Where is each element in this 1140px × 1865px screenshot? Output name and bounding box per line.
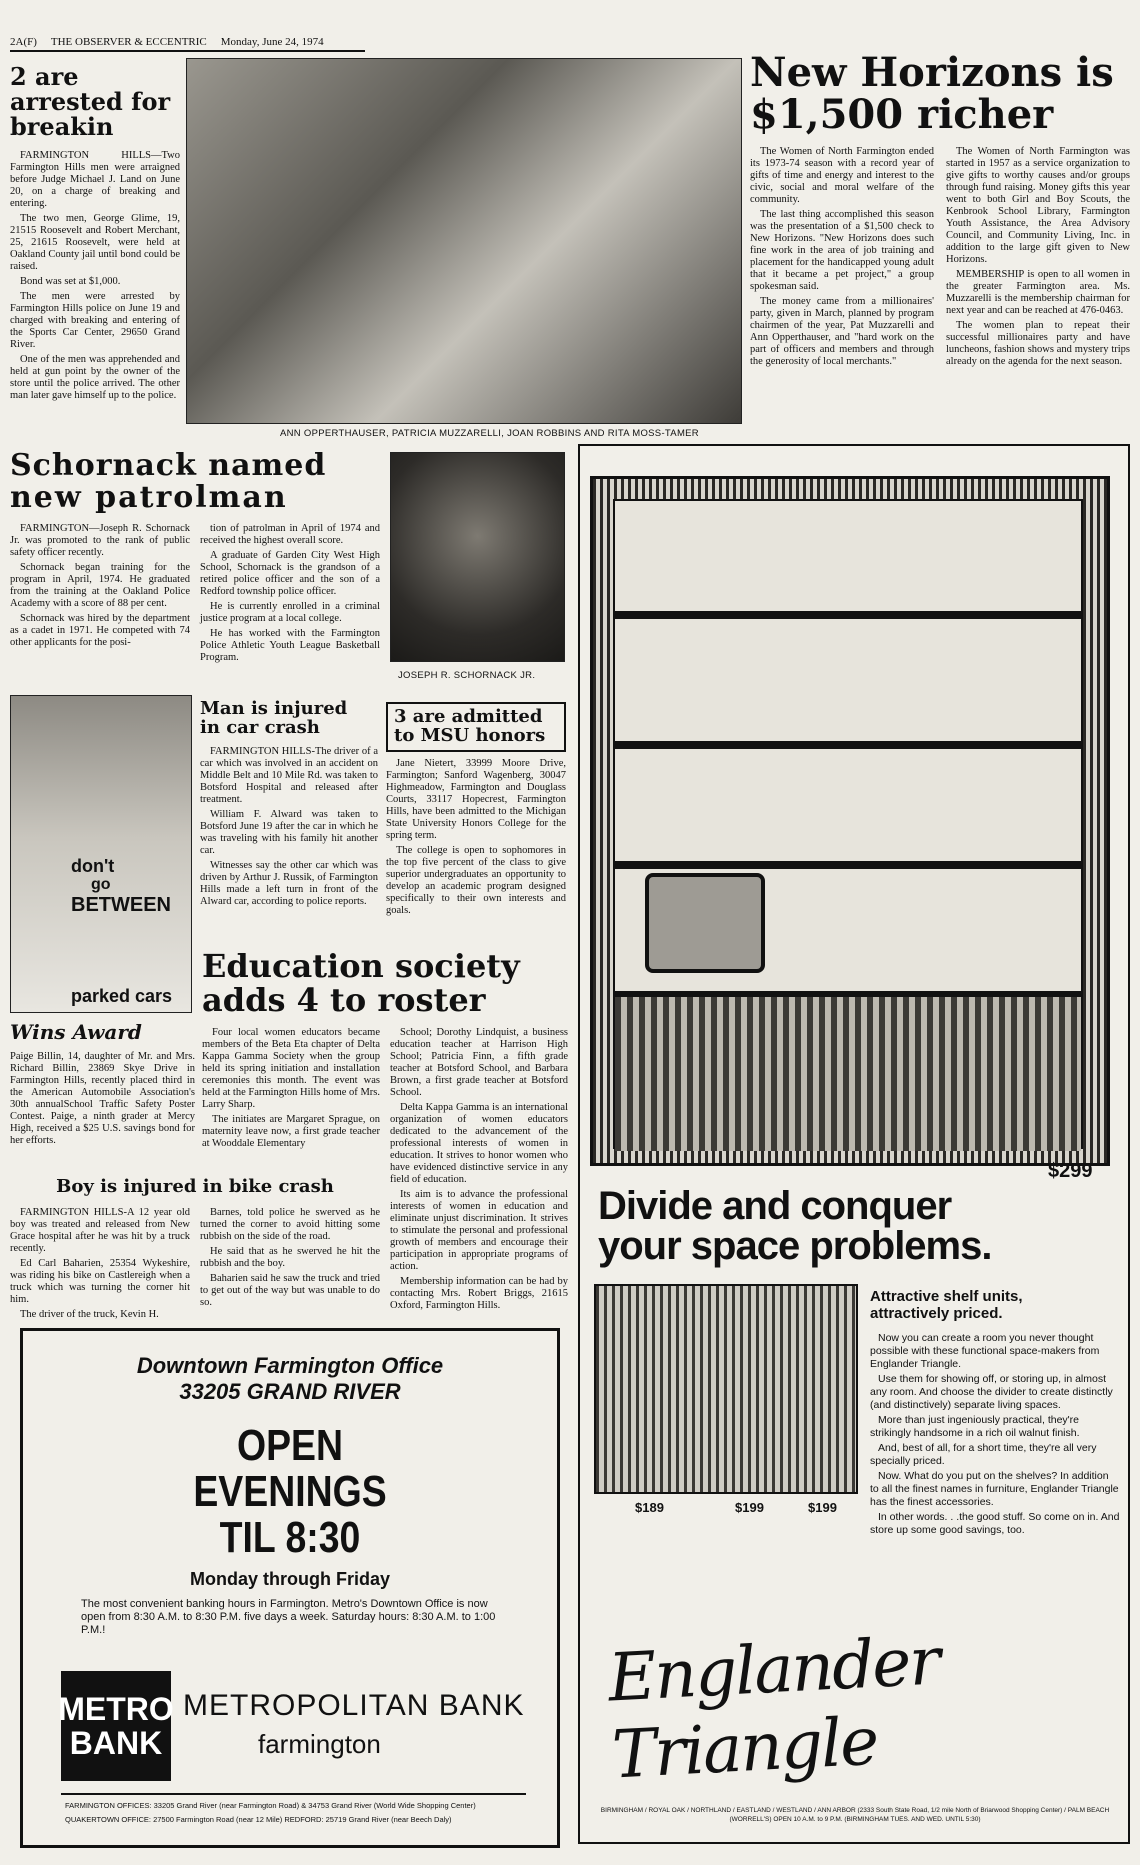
paragraph: The two men, George Glime, 19, 21515 Roosevelt and Robert Merchant, 25, 21615 Roosevelt, were held at Oakland County jail until bond could be raised. [10, 212, 180, 272]
paragraph: The men were arrested by Farmington Hills police on June 19 and charged with breaking and entering of the Sports Car Center, 29650 Grand River. [10, 290, 180, 350]
ad-headline-1: Divide and conquer [598, 1184, 952, 1228]
paragraph: He is currently enrolled in a criminal justice program at a local college. [200, 601, 380, 624]
paragraph: The driver of the truck, Kevin H. [20, 1308, 159, 1320]
schornack-headline-1: Schornack named [10, 448, 327, 483]
award-article [10, 1022, 195, 1147]
englander-triangle-ad [578, 444, 1130, 1844]
bank-offices-1: FARMINGTON OFFICES: 33205 Grand River (near Farmington Road) & 34753 Grand River (World Wide Shopping Center) [65, 1801, 476, 1810]
schornack-caption: JOSEPH R. SCHORNACK JR. [398, 670, 536, 681]
paragraph: A graduate of Garden City West High School, Schornack is the grandson of a retired police officer and the son of a Redford township police officer. [200, 550, 380, 597]
englander-triangle-signature: Englander Triangle [606, 1622, 941, 1794]
bike-headline: Boy is injured in bike crash [56, 1176, 334, 1197]
paper-name: THE OBSERVER & ECCENTRIC [50, 36, 207, 48]
paragraph: Schornack began training for the program in April, 1974. He graduated from the training at the Oakland Police Academy with a score of 88 per cent. [10, 562, 190, 609]
shelf-unit-illustration [590, 476, 1110, 1166]
education-headline-2: adds 4 to roster [202, 980, 486, 1019]
car-crash-body [200, 746, 378, 908]
paragraph: He has worked with the Farmington Police Athletic Youth League Basketball Program. [200, 628, 380, 663]
metro-bank-logo [58, 1671, 174, 1781]
new-horizons-photo [186, 58, 742, 424]
award-photo [10, 695, 192, 1013]
hours-line: TIL 8:30 [219, 1513, 361, 1562]
bank-days: Monday through Friday [190, 1569, 390, 1589]
shelf [615, 611, 1081, 619]
metro-bank-ad [20, 1328, 560, 1848]
horizons-headline-1: New Horizons is [750, 49, 1114, 96]
poster-text-1: don't [71, 856, 115, 876]
paragraph: Membership information can be had by contacting Mrs. Robert Briggs, 21615 Oxford, Farmington Hills. [390, 1276, 568, 1312]
paragraph: Four local women educators became members of the Beta Eta chapter of Delta Kappa Gamma Society when the group held its spring initiation and installation ceremonies this month. The event was held at the Farmington Hills home of Mrs. Larry Sharp. [202, 1027, 380, 1111]
photo-caption: ANN OPPERTHAUSER, PATRICIA MUZZARELLI, JOAN ROBBINS AND RITA MOSS-TAMER [280, 428, 699, 439]
cabinet-doors [615, 991, 1081, 1151]
msu-body [386, 758, 566, 917]
paragraph: Jane Nietert, 33999 Moore Drive, Farmington; Sanford Wagenberg, 30047 Highmeadow, Farmington and Douglass Courts, 33117 Hopecrest, Farmington Hills, have been admitted to the Michigan State University Honors College for the spring term. [386, 757, 566, 841]
bank-blurb: The most convenient banking hours in Farmington. Metro's Downtown Office is now open from 8:30 A.M. to 8:30 P.M. five days a week. Saturday hours: 8:30 A.M. to 1:00 P.M.! [81, 1598, 496, 1636]
paragraph: The Women of North Farmington ended its 1973-74 season with a record year of gifts of time and energy and interest to the civic, social and moral welfare of the community. [750, 146, 934, 205]
ad-paragraph: Now you can create a room you never thought possible with these functional space-makers from Englander Triangle. [870, 1332, 1100, 1370]
schornack-article [10, 450, 380, 667]
paragraph: The money came from a millionaires' party, given in March, planned by program chairmen of the year, Pat Muzzarelli and Ann Opperthauser, and "hard work on the part of officers and members and through the generosity of local merchants." [750, 296, 934, 367]
shelf [615, 741, 1081, 749]
paragraph: The women plan to repeat their successful millionaires party and have luncheons, fashion shows and mystery trips already on the agenda for the next season. [946, 320, 1130, 367]
poster-text-2: go [91, 876, 111, 893]
education-col-2 [390, 1027, 568, 1315]
bike-col-1 [10, 1207, 190, 1324]
msu-article [386, 702, 566, 920]
paragraph: FARMINGTON HILLS-The driver of a car which was involved in an accident on Middle Belt and 10 Mile Rd. was taken to Botsford Hospital and released after treatment. [200, 745, 378, 805]
paragraph: FARMINGTON HILLS-A 12 year old boy was treated and released from New Grace hospital after he was hit by a truck recently. [10, 1206, 190, 1254]
arrest-article [10, 64, 180, 405]
bank-divider [61, 1793, 526, 1795]
paragraph: The initiates are Margaret Sprague, on maternity leave now, a first grade teacher at Wooddale Elementary [202, 1114, 380, 1150]
car-crash-article [200, 700, 378, 911]
logo-bank: BANK [69, 1725, 163, 1761]
poster-text-4: parked cars [71, 986, 173, 1006]
ad-paragraph: Now. What do you put on the shelves? In addition to all the finest names in furniture, Englander Triangle has the finest accessories. [870, 1470, 1119, 1508]
car-crash-headline-2: in car crash [200, 716, 320, 738]
page-number: 2A(F) [10, 36, 37, 48]
bank-office: Downtown Farmington Office [136, 1353, 444, 1378]
tv-set [645, 873, 765, 973]
shelf [615, 861, 1081, 869]
paragraph: The college is open to sophomores in the top five percent of the class to give superior undergraduates an opportunity to develop an academic program designed specifically to their own interests and goals. [386, 844, 566, 916]
paragraph: Barnes, told police he swerved as he turned the corner to avoid hitting some rubbish on the side of the road. [200, 1206, 380, 1242]
main-price: $299 [1048, 1160, 1093, 1182]
paragraph: tion of patrolman in April of 1974 and received the highest overall score. [200, 523, 380, 546]
poster-text-3: BETWEEN [71, 894, 171, 916]
paragraph: Ed Carl Baharien, 25354 Wykeshire, was riding his bike on Castlereigh when a truck which was turning the corner hit him. [10, 1257, 190, 1305]
bank-offices-2: QUAKERTOWN OFFICE: 27500 Farmington Road (near 12 Mile) REDFORD: 25719 Grand River (near Beech Daly) [65, 1815, 452, 1824]
price-3: $199 [808, 1500, 837, 1515]
paragraph: Delta Kappa Gamma is an international organization of women educators dedicated to the advancement of the professional interests of women in education. It strives to honor women who have evidenced distinctive service in any field of education. [390, 1102, 568, 1186]
paragraph: One of the men was apprehended and held at gun point by the owner of the store until the police arrived. The other man later gave himself up to the police. [10, 353, 180, 401]
bank-address: 33205 GRAND RIVER [179, 1379, 401, 1404]
paragraph: The last thing accomplished this season was the presentation of a $1,500 check to New Horizons. "New Horizons does such fine work in the area of job training and placement for the handicapped young adult that it became a pet project," a group spokesman said. [750, 209, 934, 292]
paragraph: School; Dorothy Lindquist, a business education teacher at Harrison High School; Patricia Finn, a fifth grade teacher at Botsford School, and Barbara Brown, a first grade teacher at Botsford School. [390, 1027, 568, 1099]
paragraph: Bond was set at $1,000. [20, 275, 121, 287]
horizons-col-2 [946, 146, 1130, 371]
ad-copy [870, 1332, 1120, 1539]
paragraph: FARMINGTON HILLS—Two Farmington Hills men were arraigned before Judge Michael J. Land on June 20, on a charge of breaking and entering. [10, 149, 180, 209]
horizons-col-1 [750, 146, 934, 371]
ad-headline-2: your space problems. [598, 1224, 992, 1268]
schornack-photo [390, 452, 565, 662]
bank-name: METROPOLITAN BANK [183, 1689, 525, 1722]
price-2: $199 [735, 1500, 764, 1515]
paragraph: He said that as he swerved he hit the rubbish and the boy. [200, 1245, 380, 1269]
msu-headline-1: 3 are admitted [394, 706, 543, 727]
car-crash-headline-1: Man is injured [200, 698, 348, 719]
bike-col-2 [200, 1207, 380, 1324]
paragraph: William F. Alward was taken to Botsford June 19 after the car in which he was traveling with his family hit another car. [200, 808, 378, 856]
award-body: Paige Billin, 14, daughter of Mr. and Mrs. Richard Billin, 23869 Skye Drive in Farmington Hills, recently placed third in the American Automobile Association's 30th annualSchool Traffic Safety Poster Contest. Paige, a ninth grader at Mercy High, received a $25 U.S. savings bond for her efforts. [10, 1051, 195, 1146]
issue-date: Monday, June 24, 1974 [220, 36, 324, 48]
ad-subhead-2: attractively priced. [870, 1305, 1003, 1322]
award-headline: Wins Award [10, 1020, 142, 1044]
education-headline-1: Education society [202, 947, 520, 985]
bike-article [10, 1178, 380, 1324]
ad-paragraph: More than just ingeniously practical, they're strikingly handsome in a rich oil walnut finish. [870, 1414, 1080, 1439]
paragraph: The Women of North Farmington was started in 1957 as a service organization to give gifts to worthy causes and/or groups through fund raising. Money gifts this year went to both Girl and Boy Scouts, the Kenbrook School Library, Farmington Youth Assistance, the Area Advisory Council, and Community Living, Inc. in addition to the large gift given to New Horizons. [946, 146, 1130, 265]
msu-headline-2: to MSU honors [394, 724, 546, 746]
store-locations: BIRMINGHAM / ROYAL OAK / NORTHLAND / EASTLAND / WESTLAND / ANN ARBOR (2333 South State Road, 1/2 mile North of Briarwood Shopping Center) / PALM BEACH (WORRELL'S) OPEN 10 A.M. to 9 P.M. (BIRMINGHAM TUES. AND WED. UNTIL 5:30) [600, 1807, 1110, 1823]
price-1: $189 [635, 1500, 664, 1515]
paragraph: Schornack was hired by the department as a cadet in 1971. He competed with 74 other applicants for the posi- [10, 613, 190, 648]
ad-subhead-1: Attractive shelf units, [870, 1288, 1023, 1305]
paragraph: Baharien said he saw the truck and tried to get out of the way but was unable to do so. [200, 1272, 380, 1308]
ad-paragraph: And, best of all, for a short time, they're all very specially priced. [870, 1442, 1097, 1467]
new-horizons-article [750, 49, 1130, 371]
paragraph: Witnesses say the other car which was driven by Arthur J. Russik, of Farmington Hills made a left turn in front of the Alward car, according to police reports. [200, 859, 378, 907]
bank-city: farmington [258, 1729, 381, 1759]
paragraph: MEMBERSHIP is open to all women in the greater Farmington area. Ms. Muzzarelli is the membership chairman for next year and can be reached at 476-0463. [946, 269, 1130, 316]
logo-metro: METRO [58, 1691, 174, 1727]
masthead [10, 36, 365, 52]
arrest-body [10, 150, 180, 402]
schornack-headline-2: new patrolman [10, 479, 288, 515]
horizons-headline-2: $1,500 richer [750, 91, 1054, 138]
paragraph: Its aim is to advance the professional interests of women in education and eliminate unjust discrimination. It strives to stimulate the personal and professional growth of members and encourage their participation in appropriate programs of action. [390, 1189, 568, 1273]
ad-paragraph: In other words. . .the good stuff. So come on in. And store up some good savings, too. [870, 1511, 1120, 1536]
schornack-col-1 [10, 523, 190, 667]
evenings-line: EVENINGS [193, 1467, 387, 1516]
open-line: OPEN [236, 1421, 343, 1470]
paragraph: FARMINGTON—Joseph R. Schornack Jr. was promoted to the rank of public safety officer recently. [10, 523, 190, 558]
shelf-interior [613, 499, 1083, 1149]
arrest-headline: 2 are arrested for breakin [10, 62, 171, 142]
ad-paragraph: Use them for showing off, or storing up, in almost any room. And choose the divider to create distinctly (and distinctively) separate living spaces. [870, 1373, 1113, 1411]
schornack-col-2 [200, 523, 380, 667]
small-shelf-units-illustration [594, 1284, 858, 1494]
